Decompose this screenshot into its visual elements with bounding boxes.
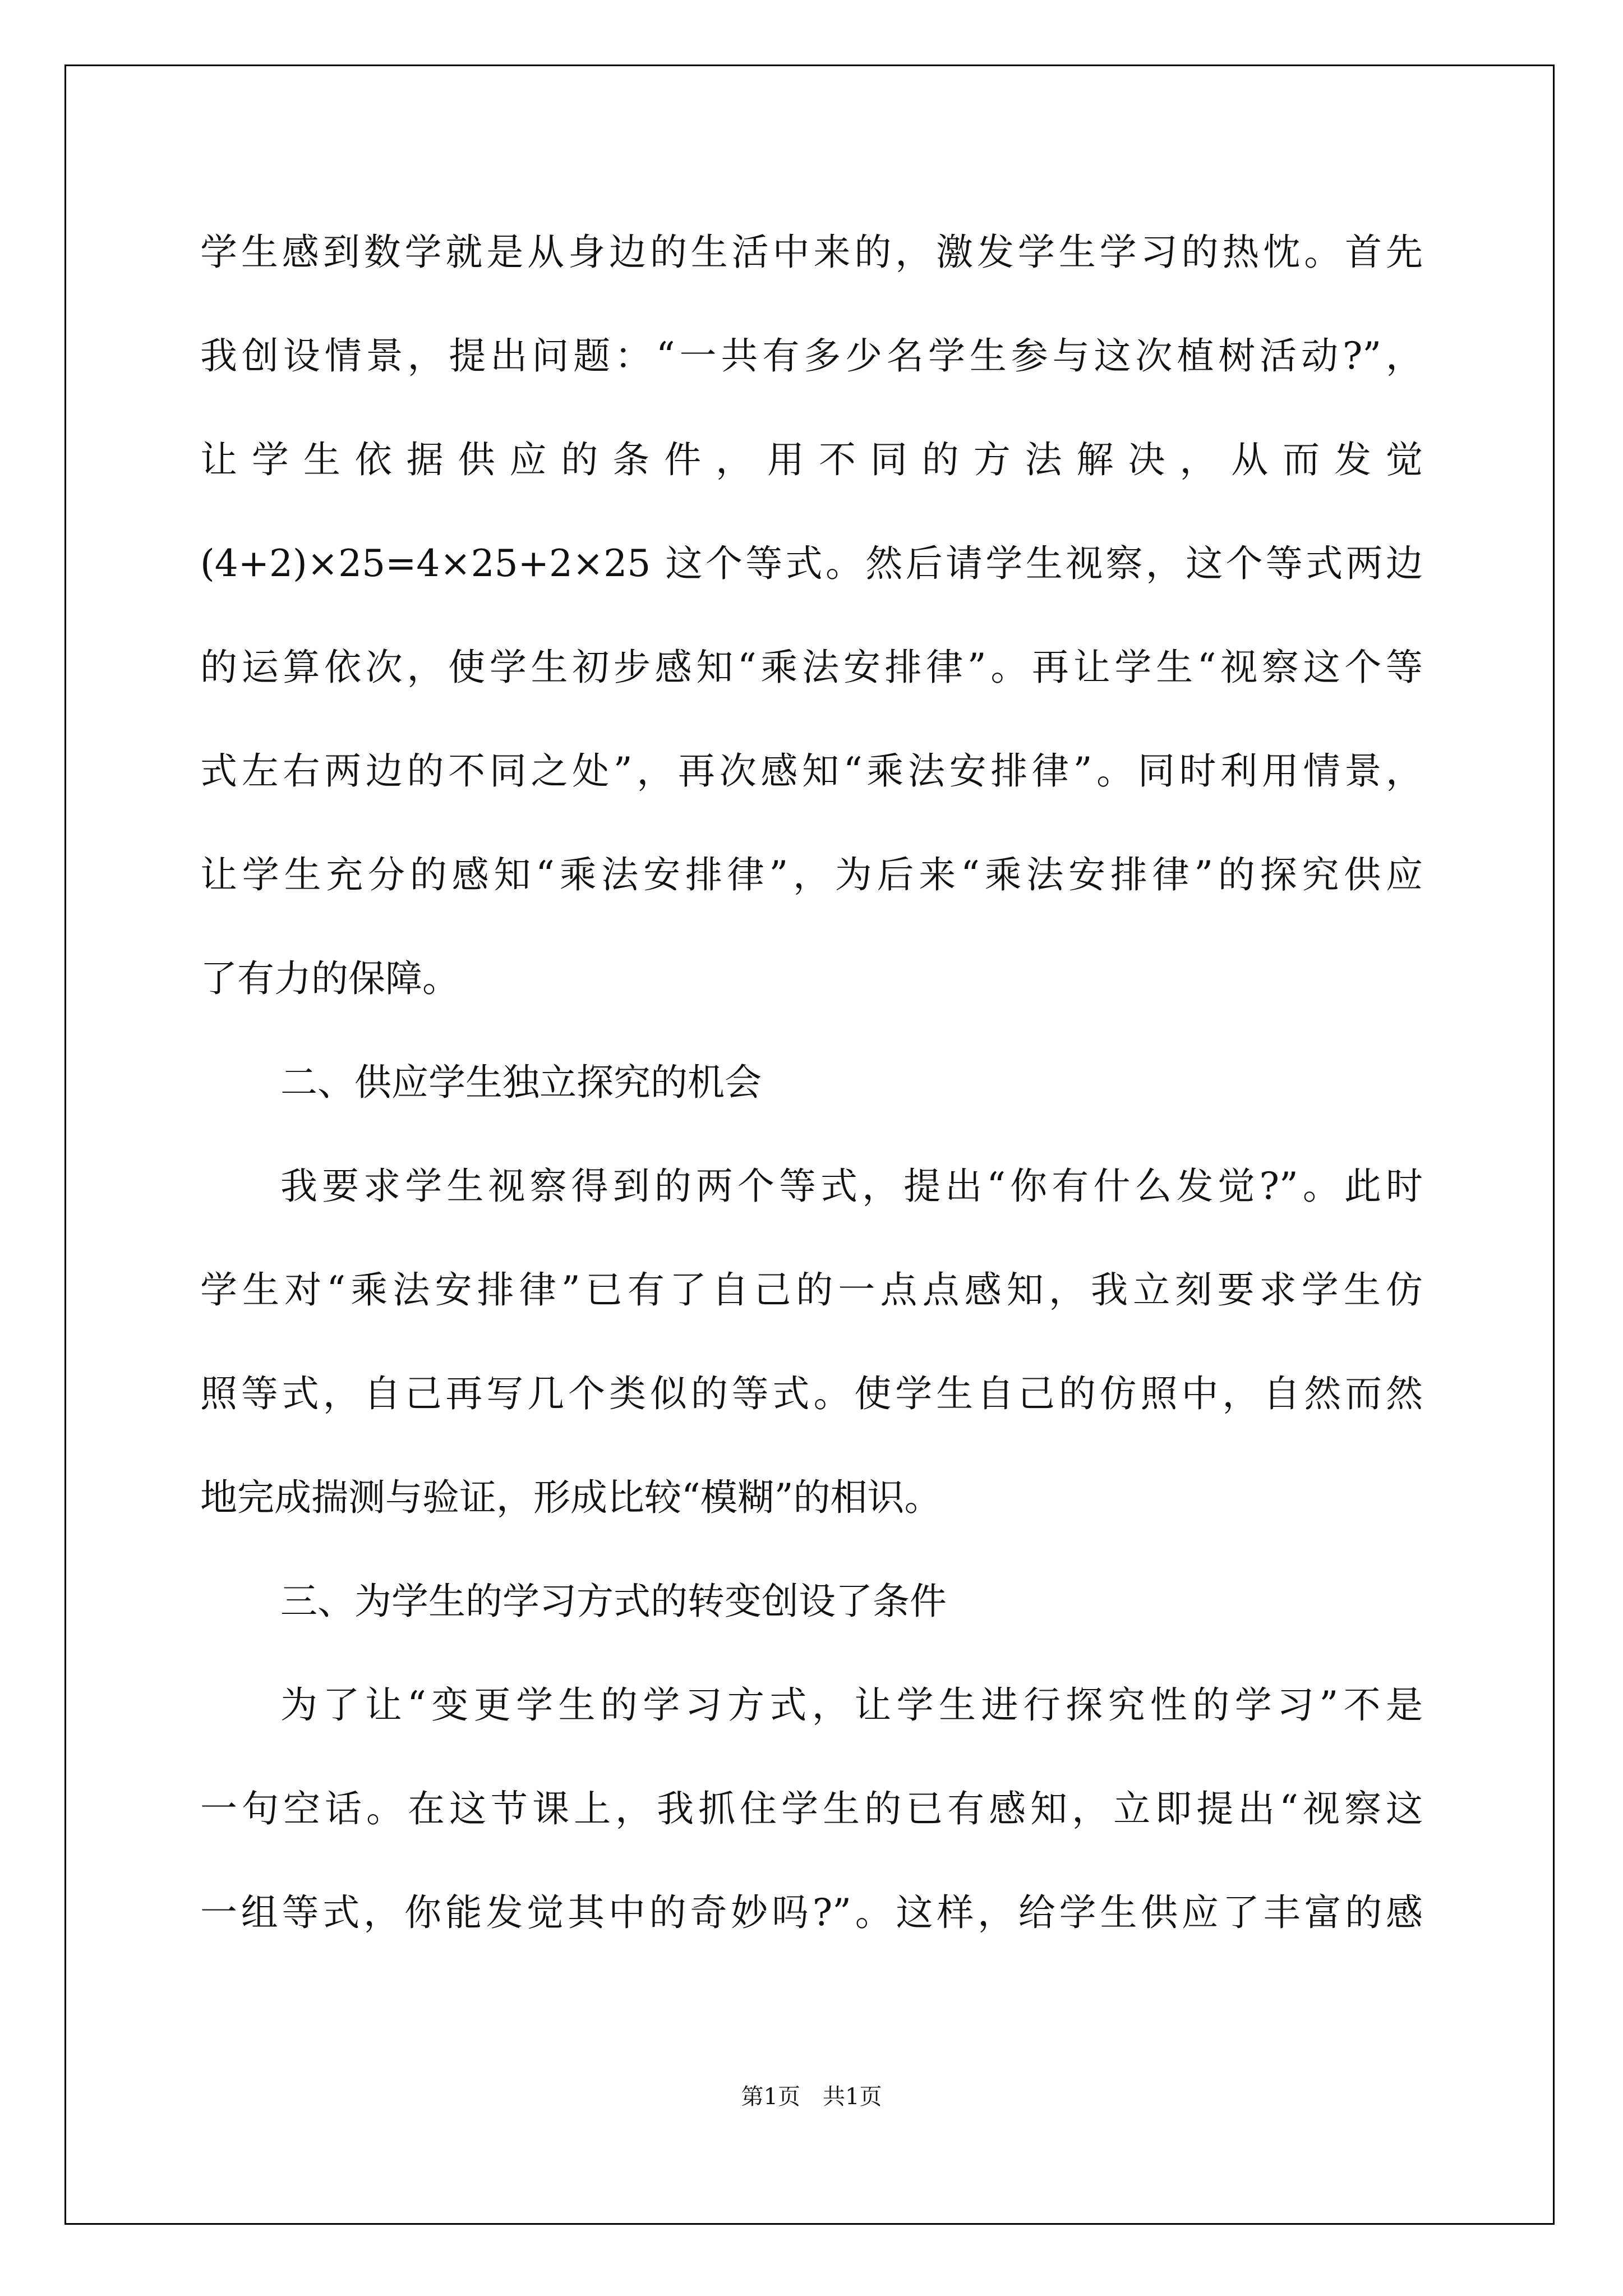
body-text-line: 让学生依据供应的条件，用不同的方法解决，从而发觉 — [200, 438, 1423, 481]
body-text-line: 式左右两边的不同之处”，再次感知“乘法安排律”。同时利用情景， — [200, 749, 1423, 793]
body-text-line: 让学生充分的感知“乘法安排律”，为后来“乘法安排律”的探究供应 — [200, 853, 1423, 896]
body-text-line: 我创设情景，提出问题：“一共有多少名学生参与这次植树活动?”， — [200, 334, 1423, 378]
body-text-line: 一组等式，你能发觉其中的奇妙吗?”。这样，给学生供应了丰富的感 — [200, 1891, 1423, 1934]
section-heading: 二、供应学生独立探究的机会 — [280, 1061, 762, 1104]
body-text-line: 一句空话。在这节课上，我抓住学生的已有感知，立即提出“视察这 — [200, 1787, 1423, 1830]
body-text-line: 地完成揣测与验证，形成比较“模糊”的相识。 — [200, 1476, 942, 1519]
body-text-line: 的运算依次，使学生初步感知“乘法安排律”。再让学生“视察这个等 — [200, 646, 1423, 689]
body-text-line: 了有力的保障。 — [200, 957, 459, 1000]
body-text-line: 学生感到数学就是从身边的生活中来的，激发学生学习的热忱。首先 — [200, 231, 1423, 274]
section-heading: 三、为学生的学习方式的转变创设了条件 — [280, 1580, 947, 1623]
body-text-line: 为了让“变更学生的学习方式，让学生进行探究性的学习”不是 — [280, 1683, 1423, 1727]
body-text-line: (4+2)×25=4×25+2×25 这个等式。然后请学生视察，这个等式两边 — [200, 542, 1423, 585]
body-text-line: 学生对“乘法安排律”已有了自己的一点点感知，我立刻要求学生仿 — [200, 1268, 1423, 1312]
body-text-line: 照等式，自己再写几个类似的等式。使学生自己的仿照中，自然而然 — [200, 1372, 1423, 1415]
page-number-footer: 第1页 共1页 — [741, 2084, 882, 2110]
body-text-line: 我要求学生视察得到的两个等式，提出“你有什么发觉?”。此时 — [280, 1165, 1423, 1208]
